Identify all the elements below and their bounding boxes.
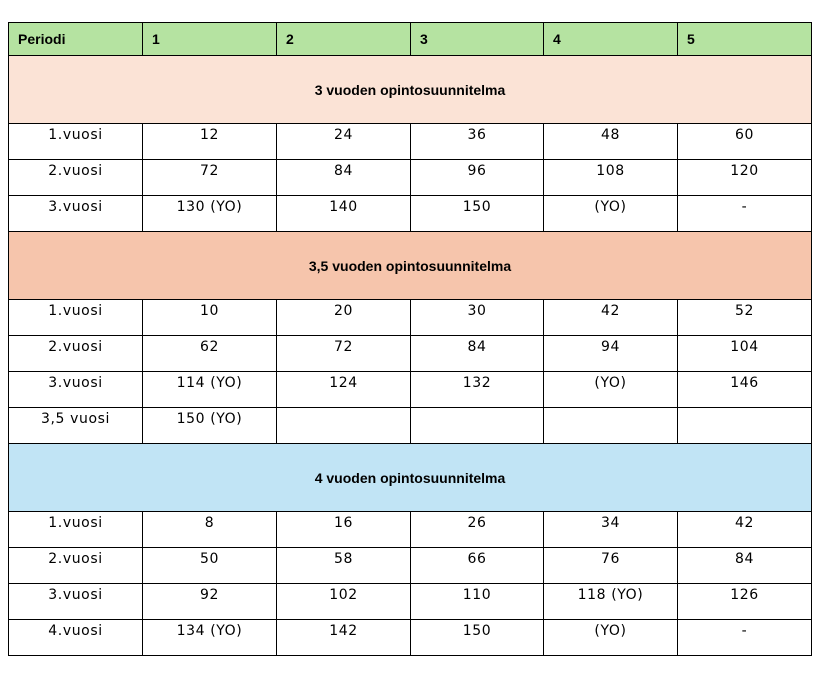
table-row bbox=[9, 300, 812, 336]
credit-cell: 58 bbox=[277, 548, 411, 584]
table-row bbox=[9, 372, 812, 408]
credit-cell: 24 bbox=[277, 124, 411, 160]
year-label: 2.vuosi bbox=[9, 336, 143, 372]
credit-cell: 140 bbox=[277, 196, 411, 232]
year-label: 1.vuosi bbox=[9, 300, 143, 336]
credit-cell: 8 bbox=[143, 512, 277, 548]
credit-cell: 142 bbox=[277, 620, 411, 656]
credit-cell: - bbox=[678, 196, 812, 232]
credit-cell: 84 bbox=[678, 548, 812, 584]
credit-cell bbox=[678, 408, 812, 444]
credit-cell: (YO) bbox=[544, 372, 678, 408]
credit-cell: 72 bbox=[277, 336, 411, 372]
table-row bbox=[9, 548, 812, 584]
table-row bbox=[9, 336, 812, 372]
credit-cell: 42 bbox=[544, 300, 678, 336]
table-row bbox=[9, 124, 812, 160]
credit-cell: (YO) bbox=[544, 620, 678, 656]
year-label: 3,5 vuosi bbox=[9, 408, 143, 444]
credit-cell: 66 bbox=[411, 548, 544, 584]
credit-cell: 50 bbox=[143, 548, 277, 584]
credit-cell: 42 bbox=[678, 512, 812, 548]
credit-cell bbox=[277, 408, 411, 444]
table-row bbox=[9, 408, 812, 444]
section-title: 3,5 vuoden opintosuunnitelma bbox=[9, 232, 812, 300]
credit-cell: 84 bbox=[277, 160, 411, 196]
header-cell-period-4: 4 bbox=[544, 23, 678, 56]
header-cell-periodi: Periodi bbox=[9, 23, 143, 56]
year-label: 2.vuosi bbox=[9, 548, 143, 584]
credit-cell: 108 bbox=[544, 160, 678, 196]
credit-cell: 94 bbox=[544, 336, 678, 372]
credit-cell: 96 bbox=[411, 160, 544, 196]
credit-cell: 72 bbox=[143, 160, 277, 196]
credit-cell: 102 bbox=[277, 584, 411, 620]
header-cell-period-3: 3 bbox=[411, 23, 544, 56]
credit-cell: 146 bbox=[678, 372, 812, 408]
credit-cell: 48 bbox=[544, 124, 678, 160]
credit-cell: 124 bbox=[277, 372, 411, 408]
credit-cell: - bbox=[678, 620, 812, 656]
credit-cell: 36 bbox=[411, 124, 544, 160]
table-row bbox=[9, 620, 812, 656]
credit-cell: 150 bbox=[411, 196, 544, 232]
credit-cell: 84 bbox=[411, 336, 544, 372]
section-header-row bbox=[9, 444, 812, 512]
table-row bbox=[9, 584, 812, 620]
credit-cell: 130 (YO) bbox=[143, 196, 277, 232]
year-label: 4.vuosi bbox=[9, 620, 143, 656]
credit-cell: 150 bbox=[411, 620, 544, 656]
credit-cell: 34 bbox=[544, 512, 678, 548]
credit-cell: 60 bbox=[678, 124, 812, 160]
credit-cell bbox=[544, 408, 678, 444]
credit-cell bbox=[411, 408, 544, 444]
year-label: 1.vuosi bbox=[9, 124, 143, 160]
header-cell-period-1: 1 bbox=[143, 23, 277, 56]
credit-cell: 132 bbox=[411, 372, 544, 408]
year-label: 3.vuosi bbox=[9, 584, 143, 620]
study-plan-body bbox=[9, 23, 812, 656]
credit-cell: 92 bbox=[143, 584, 277, 620]
credit-cell: 150 (YO) bbox=[143, 408, 277, 444]
study-plan-table bbox=[8, 22, 812, 656]
credit-cell: 12 bbox=[143, 124, 277, 160]
credit-cell: (YO) bbox=[544, 196, 678, 232]
credit-cell: 10 bbox=[143, 300, 277, 336]
credit-cell: 126 bbox=[678, 584, 812, 620]
section-title: 4 vuoden opintosuunnitelma bbox=[9, 444, 812, 512]
credit-cell: 134 (YO) bbox=[143, 620, 277, 656]
credit-cell: 52 bbox=[678, 300, 812, 336]
credit-cell: 62 bbox=[143, 336, 277, 372]
credit-cell: 118 (YO) bbox=[544, 584, 678, 620]
table-row bbox=[9, 196, 812, 232]
credit-cell: 104 bbox=[678, 336, 812, 372]
year-label: 2.vuosi bbox=[9, 160, 143, 196]
credit-cell: 76 bbox=[544, 548, 678, 584]
year-label: 3.vuosi bbox=[9, 196, 143, 232]
section-header-row bbox=[9, 232, 812, 300]
credit-cell: 110 bbox=[411, 584, 544, 620]
header-row bbox=[9, 23, 812, 56]
table-row bbox=[9, 512, 812, 548]
credit-cell: 120 bbox=[678, 160, 812, 196]
section-header-row bbox=[9, 56, 812, 124]
credit-cell: 26 bbox=[411, 512, 544, 548]
credit-cell: 30 bbox=[411, 300, 544, 336]
header-cell-period-5: 5 bbox=[678, 23, 812, 56]
year-label: 3.vuosi bbox=[9, 372, 143, 408]
credit-cell: 16 bbox=[277, 512, 411, 548]
credit-cell: 114 (YO) bbox=[143, 372, 277, 408]
year-label: 1.vuosi bbox=[9, 512, 143, 548]
credit-cell: 20 bbox=[277, 300, 411, 336]
header-cell-period-2: 2 bbox=[277, 23, 411, 56]
section-title: 3 vuoden opintosuunnitelma bbox=[9, 56, 812, 124]
table-row bbox=[9, 160, 812, 196]
